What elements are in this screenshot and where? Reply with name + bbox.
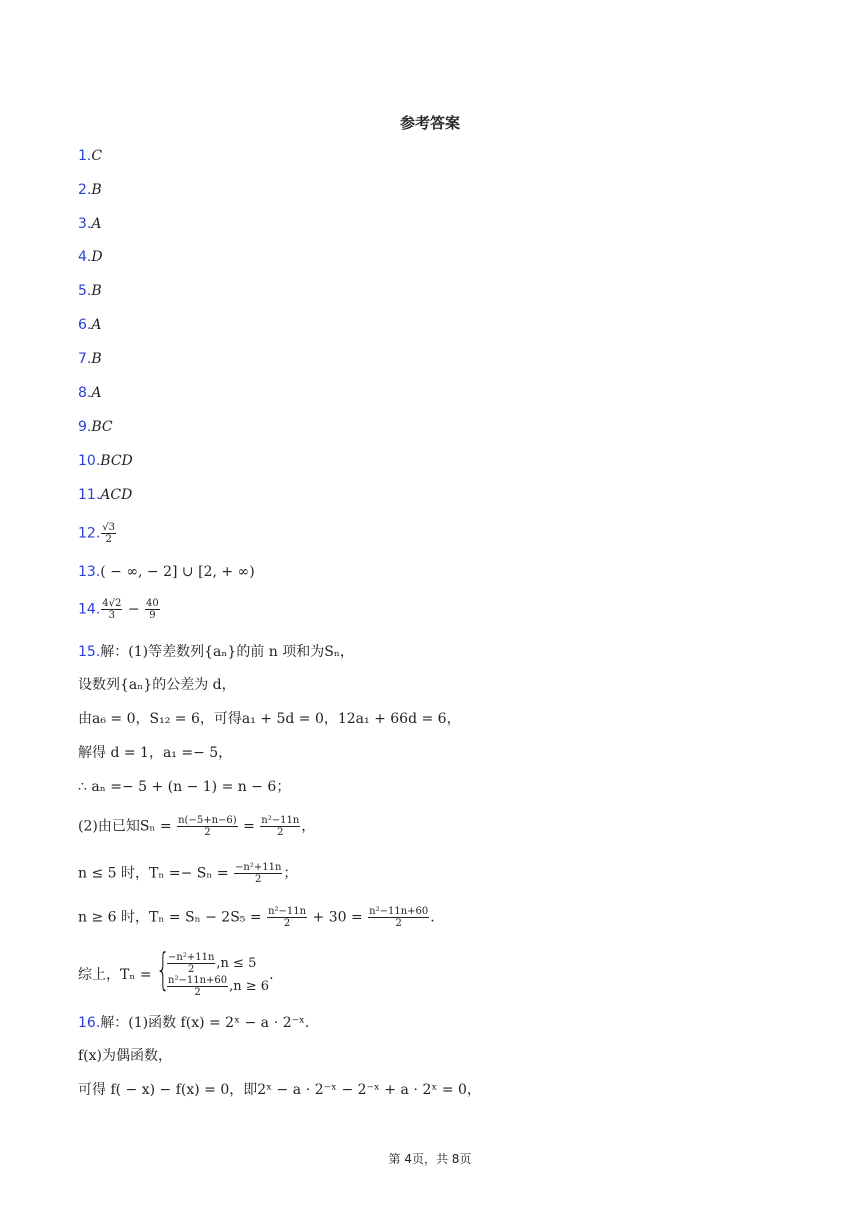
- question-number: 9.: [78, 419, 92, 435]
- answer-14: [78, 598, 161, 621]
- solution-16-line-1: 16.解：(1)函数 f(x) = 2ˣ − a ⋅ 2⁻ˣ.: [78, 1015, 310, 1031]
- solution-15-line-9: 综上，Tₙ = { $\frac{\text{−n²+11n}}{2}$ ,n ≤ 5 $\frac{\text{n²−11n+60}}{2}$ ,n ≥ 6 .: [78, 944, 274, 998]
- solution-15-line-1: 15.解：(1)等差数列{aₙ}的前 n 项和为Sₙ，: [78, 644, 354, 660]
- page-footer: 第 4页，共 8页: [388, 1152, 472, 1166]
- solution-15-line-6: (2)由已知Sₙ = $\frac{n(-5+n-6)}{2}$ = $\frac{\text{n²−11n}}{2}$ ，: [78, 815, 316, 838]
- answer-text: B: [91, 182, 102, 198]
- question-number: 16.: [78, 1015, 101, 1031]
- question-number: 3.: [78, 216, 92, 232]
- question-number: 14.: [78, 601, 101, 618]
- solution-15-line-2: 设数列{aₙ}的公差为 d，: [78, 677, 236, 693]
- solution-15-line-3: 由a₆ = 0，S₁₂ = 6，可得a₁ + 5d = 0，12a₁ + 66d = 6，: [78, 711, 461, 727]
- answer-13: [78, 562, 255, 582]
- fraction: $\frac{4√2}{3}$: [102, 598, 122, 621]
- piecewise-system: { $\frac{\text{−n²+11n}}{2}$ ,n ≤ 5 $\frac{\text{n²−11n+60}}{2}$ ,n ≥ 6: [156, 944, 270, 998]
- answer-text: B: [91, 351, 102, 367]
- question-number: 6.: [78, 317, 92, 333]
- answer-text: ACD: [100, 487, 133, 503]
- question-number: 10.: [78, 453, 101, 469]
- answer-text: B: [91, 283, 102, 299]
- answer-text: C: [91, 148, 103, 164]
- question-number: 11.: [78, 487, 101, 503]
- question-number: 5.: [78, 283, 92, 299]
- answer-text: ( − ∞, − 2] ∪ [2, + ∞): [100, 564, 255, 580]
- question-number: 1.: [78, 148, 92, 164]
- answer-text: BCD: [100, 453, 133, 469]
- answer-11: [78, 485, 132, 505]
- solution-15-line-8: n ≥ 6 时，Tₙ = Sₙ − 2S₅ = $\frac{\text{n²−11n}}{2}$ + 30 = $\frac{\text{n²−11n+60}}{2}$ .: [78, 906, 435, 929]
- solution-15-line-7: n ≤ 5 时，Tₙ =− Sₙ = $\frac{\text{−n²+11n}}{2}$ ；: [78, 862, 298, 885]
- question-number: 12.: [78, 525, 101, 542]
- fraction: $\frac{40}{9}$: [146, 598, 159, 621]
- answer-text: A: [91, 216, 102, 232]
- answer-8: [78, 383, 101, 403]
- brace-icon: {: [156, 944, 171, 995]
- solution-16-line-3: 可得 f( − x) − f(x) = 0，即2ˣ − a ⋅ 2⁻ˣ − 2⁻ˣ + a ⋅ 2ˣ = 0，: [78, 1082, 481, 1098]
- answer-2: [78, 180, 102, 200]
- page-title: 参考答案: [399, 114, 460, 132]
- answer-7: [78, 349, 102, 369]
- answer-4: [78, 247, 103, 267]
- answer-12: [78, 522, 117, 545]
- question-number: 7.: [78, 351, 92, 367]
- solution-16-line-2: f(x)为偶函数，: [78, 1048, 173, 1064]
- answer-text: A: [91, 317, 102, 333]
- fraction: $\frac{√3}{2}$: [102, 522, 115, 545]
- solution-15-line-5: ∴ aₙ =− 5 + (n − 1) = n − 6；: [78, 779, 291, 795]
- answer-text: BC: [91, 419, 113, 435]
- answer-3: [78, 214, 101, 234]
- question-number: 2.: [78, 182, 92, 198]
- solution-15-line-4: 解得 d = 1，a₁ =− 5，: [78, 745, 233, 761]
- answer-text: A: [91, 385, 102, 401]
- answer-text: D: [91, 249, 103, 265]
- operator: −: [123, 601, 145, 618]
- answer-6: [78, 315, 101, 335]
- question-number: 8.: [78, 385, 92, 401]
- question-number: 13.: [78, 564, 101, 580]
- answer-9: [78, 417, 113, 437]
- answer-10: [78, 451, 133, 471]
- answer-5: [78, 281, 102, 301]
- question-number: 15.: [78, 644, 101, 660]
- question-number: 4.: [78, 249, 92, 265]
- answer-1: [78, 146, 102, 166]
